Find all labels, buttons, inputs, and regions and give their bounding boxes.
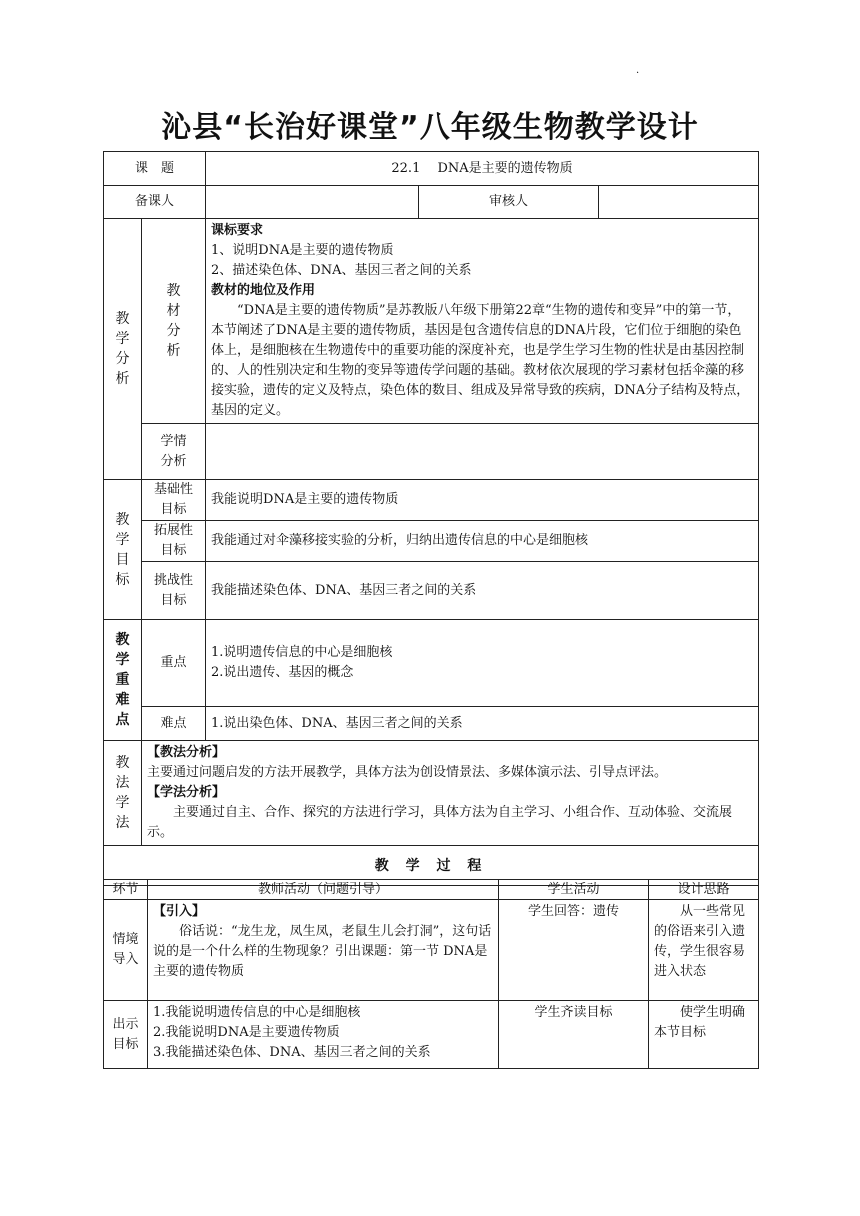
reviewer-value xyxy=(599,186,759,219)
methods-content xyxy=(142,741,759,846)
goal-label: 基础性目标 xyxy=(142,480,206,521)
analysis-section-label: 教学分析 xyxy=(104,219,142,480)
teacher-activity xyxy=(148,1001,499,1069)
teacher-text: 俗话说：“龙生龙，凤生凤，老鼠生儿会打洞”，这句话说的是一个什么样的生物现象？引出课题：第一节 DNA是主要的遗传物质 xyxy=(153,924,492,979)
preparer-row xyxy=(104,186,759,219)
role-heading: 教材的地位及作用 xyxy=(211,283,316,298)
methods-row xyxy=(104,741,759,846)
reviewer-label: 审核人 xyxy=(419,186,599,219)
student-activity: 学生回答：遗传 xyxy=(499,900,649,1001)
learning-method-text: 主要通过自主、合作、探究的方法进行学习，具体方法为自主学习、小组合作、互动体验、交流展示。 xyxy=(147,805,733,840)
goal-value: 我能通过对伞藻移接实验的分析，归纳出遗传信息的中心是细胞核 xyxy=(206,521,759,562)
material-label: 教材分析 xyxy=(142,219,206,424)
page-title: 沁县“长治好课堂”八年级生物教学设计 xyxy=(161,110,699,145)
difficult-label: 难点 xyxy=(142,707,206,741)
difficult-item: 1.说出染色体、DNA、基因三者之间的关系 xyxy=(206,707,759,741)
lesson-plan-table xyxy=(103,151,759,886)
key-item: 2.说出遗传、基因的概念 xyxy=(211,665,354,680)
material-content xyxy=(206,219,759,424)
key-item: 1.说明遗传信息的中心是细胞核 xyxy=(211,645,393,660)
goal-row xyxy=(104,480,759,521)
lesson-value: 22.1 DNA是主要的遗传物质 xyxy=(206,152,759,186)
lesson-label: 课 题 xyxy=(104,152,206,186)
process-heading: 教 学 过 程 xyxy=(104,846,759,886)
design-idea: 从一些常见的俗语来引入遗传，学生很容易进入状态 xyxy=(649,900,759,1001)
key-label: 重点 xyxy=(142,620,206,707)
goal-row xyxy=(104,562,759,620)
standards-item: 2、描述染色体、DNA、基因三者之间的关系 xyxy=(211,263,472,278)
process-row xyxy=(104,1001,759,1069)
goal-value: 我能描述染色体、DNA、基因三者之间的关系 xyxy=(206,562,759,620)
column-header: 教师活动（问题引导） xyxy=(148,880,499,900)
column-header: 设计思路 xyxy=(649,880,759,900)
lesson-row xyxy=(104,152,759,186)
column-header: 环节 xyxy=(104,880,148,900)
process-table xyxy=(103,879,759,1069)
process-stage: 情境导入 xyxy=(104,900,148,1001)
preparer-value xyxy=(206,186,419,219)
teacher-line: 2.我能说明DNA是主要遗传物质 xyxy=(153,1025,340,1040)
teacher-line: 1.我能说明遗传信息的中心是细胞核 xyxy=(153,1005,361,1020)
process-row xyxy=(104,900,759,1001)
process-stage: 出示目标 xyxy=(104,1001,148,1069)
goal-label: 拓展性目标 xyxy=(142,521,206,562)
difficult-row xyxy=(104,707,759,741)
student-analysis-value xyxy=(206,424,759,480)
process-header-row xyxy=(104,880,759,900)
column-header: 学生活动 xyxy=(499,880,649,900)
header-dot: . xyxy=(636,65,640,76)
goals-section-label: 教学目标 xyxy=(104,480,142,620)
role-text: “DNA是主要的遗传物质”是苏教版八年级下册第22章“生物的遗传和变异”中的第一节，本节阐述了DNA是主要的遗传物质，基因是包含遗传信息的DNA片段，它们位于细胞的染色体上，是细胞核在生物遗传中的重要功能的深度补充，也是学生学习生物的性状是由基因控制的、人的性别决定和生物的变异等遗传学问题的基础。教材依次展现的学习素材包括伞藻的移接实验，遗传的定义及特点，染色体的数目、组成及异常导致的疾病，DNA分子结构及特点，基因的定义。 xyxy=(211,303,750,418)
learning-method-heading: 【学法分析】 xyxy=(147,785,226,800)
keypoints-section-label: 教学重难点 xyxy=(104,620,142,741)
design-idea: 使学生明确本节目标 xyxy=(649,1001,759,1069)
standards-heading: 课标要求 xyxy=(211,223,264,238)
standards-item: 1、说明DNA是主要的遗传物质 xyxy=(211,243,394,258)
teacher-activity xyxy=(148,900,499,1001)
student-activity: 学生齐读目标 xyxy=(499,1001,649,1069)
teacher-line: 3.我能描述染色体、DNA、基因三者之间的关系 xyxy=(153,1045,431,1060)
analysis-student-row xyxy=(104,424,759,480)
methods-section-label: 教法学法 xyxy=(104,741,142,846)
preparer-label: 备课人 xyxy=(104,186,206,219)
goal-row xyxy=(104,521,759,562)
teaching-method-heading: 【教法分析】 xyxy=(147,745,226,760)
analysis-material-row xyxy=(104,219,759,424)
teacher-heading: 【引入】 xyxy=(153,904,206,919)
student-analysis-label: 学情分析 xyxy=(142,424,206,480)
keypoint-row xyxy=(104,620,759,707)
key-content xyxy=(206,620,759,707)
teaching-method-text: 主要通过问题启发的方法开展教学，具体方法为创设情景法、多媒体演示法、引导点评法。 xyxy=(147,765,668,780)
goal-label: 挑战性目标 xyxy=(142,562,206,620)
goal-value: 我能说明DNA是主要的遗传物质 xyxy=(206,480,759,521)
